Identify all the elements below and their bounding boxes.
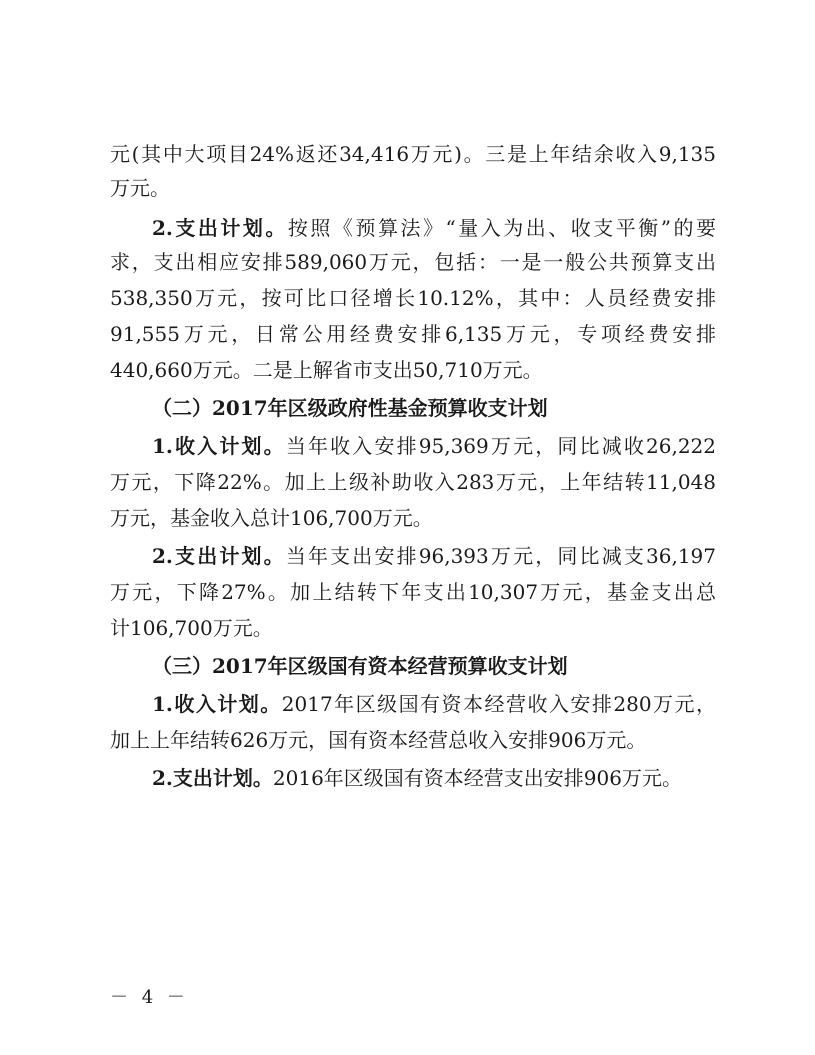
- paragraph-first-line: [152, 694, 716, 714]
- paragraph-lead: 1.收入计划。: [152, 692, 282, 716]
- page-number: － 4 －: [110, 987, 189, 1008]
- paragraph-line: 计106,700万元。: [110, 616, 273, 640]
- paragraph-line: 538,350万元，按可比口径增长10.12%，其中：人员经费安排: [110, 286, 716, 310]
- paragraph-lead: 2.支出计划。: [152, 766, 273, 790]
- paragraph-lead: 2.支出计划。: [152, 216, 288, 240]
- paragraph-line: 万元，下降27%。加上结转下年支出10,307万元，基金支出总: [110, 580, 716, 604]
- paragraph-first-line: [152, 218, 716, 238]
- paragraph-line: 440,660万元。二是上解省市支出50,710万元。: [110, 358, 543, 382]
- paragraph-first-line: [152, 546, 716, 566]
- paragraph-line: 万元，下降22%。加上上级补助收入283万元，上年结转11,048: [110, 470, 716, 494]
- paragraph-lead: 1.收入计划。: [152, 434, 286, 458]
- paragraph-lead: 2.支出计划。: [152, 544, 286, 568]
- paragraph-first-line: [152, 768, 682, 788]
- paragraph-line: 万元，基金收入总计106,700万元。: [110, 506, 433, 530]
- paragraph-line: 求，支出相应安排589,060万元，包括：一是一般公共预算支出: [110, 250, 716, 274]
- paragraph-text: 2016年区级国有资本经营支出安排906万元。: [272, 766, 682, 790]
- paragraph-line: 元(其中大项目24%返还34,416万元)。三是上年结余收入9,135: [110, 142, 716, 166]
- paragraph-text: 按照《预算法》“量入为出、收支平衡”的要: [287, 216, 716, 240]
- paragraph-line: 91,555万元，日常公用经费安排6,135万元，专项经费安排: [110, 322, 716, 346]
- paragraph-text: 2017年区级国有资本经营收入安排280万元，: [281, 692, 716, 716]
- paragraph-line: 万元。: [110, 176, 170, 200]
- paragraph-text: 当年收入安排95,369万元，同比减收26,222: [285, 434, 716, 458]
- section-heading: （二）2017年区级政府性基金预算收支计划: [152, 396, 548, 420]
- section-heading: （三）2017年区级国有资本经营预算收支计划: [152, 654, 568, 678]
- paragraph-line: 加上上年结转626万元，国有资本经营总收入安排906万元。: [110, 728, 647, 752]
- paragraph-text: 当年支出安排96,393万元，同比减支36,197: [285, 544, 716, 568]
- paragraph-first-line: [152, 436, 716, 456]
